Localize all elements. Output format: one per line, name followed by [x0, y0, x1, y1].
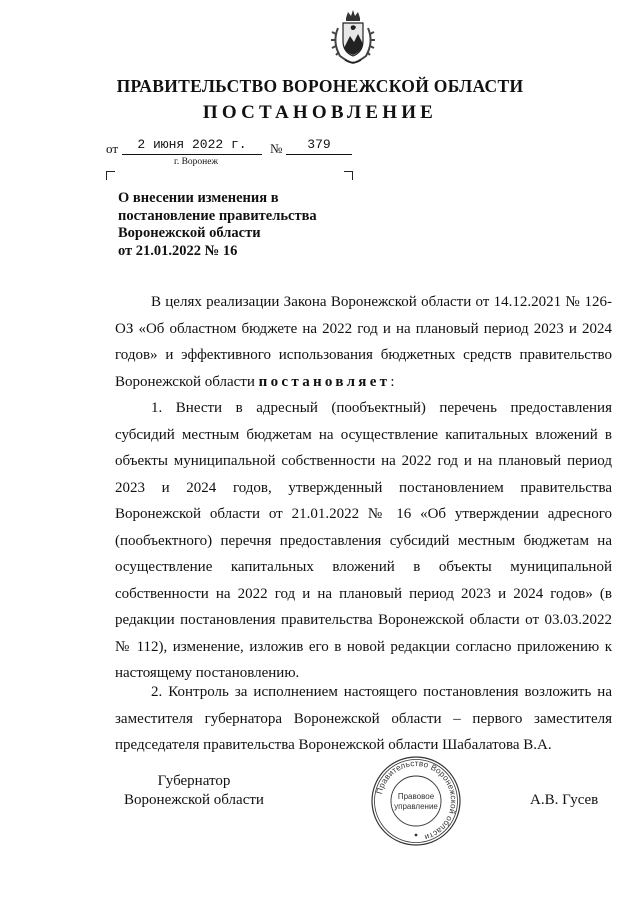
subject-line: постановление правительства — [118, 207, 317, 224]
city-label: г. Воронеж — [174, 157, 219, 167]
number-prefix: № — [270, 141, 283, 156]
position-line: Воронежской области — [124, 792, 264, 808]
item-1-paragraph — [115, 395, 612, 687]
resolves-verb: постановляет — [258, 373, 391, 390]
item-2-text: 2. Контроль за исполнением настоящего постановления возложить на заместителя губернатора Воронежской области – первого заместителя председателя правительства Воронежской области Шабалатова В.А. — [115, 684, 612, 753]
corner-mark-right — [344, 171, 353, 180]
position-line: Губернатор — [157, 773, 231, 789]
intro-paragraph — [115, 289, 612, 395]
item-1-text: 1. Внести в адресный (пообъектный) перечень предоставления субсидий местным бюджетам на осуществление капитальных вложений в объекты муниципальной собственности на 2022 год и на плановый период 2023 и 2024 годов, утвержденный постановлением правительства Воронежской области от 21.01.2022 № 16 «Об утверждении адресного (пообъектного) перечня предоставления субсидий местным бюджетам на осуществление капитальных вложений в объекты муниципальной собственности на 2022 год и на плановый период 2023 и 2024 годов» (в редакции постановления правительства Воронежской области от 03.03.2022 № 112), изменение, изложив его в новой редакции согласно приложению к настоящему постановлению. — [115, 400, 612, 681]
subject-block — [118, 190, 368, 260]
stamp-ring-text: Правительство Воронежской области — [374, 758, 459, 842]
legal-department-stamp — [370, 755, 462, 847]
signatory-position — [114, 772, 274, 810]
coat-of-arms-emblem — [328, 8, 378, 66]
document-date: 2 июня 2022 г. — [122, 137, 262, 155]
corner-mark-left — [106, 171, 115, 180]
stamp-center-line: управление — [394, 802, 438, 811]
intro-text: В целях реализации Закона Воронежской области от 14.12.2021 № 126-ОЗ «Об областном бюджете на 2022 год и на плановый период 2023 и 2024 годов» и эффективного использования бюджетных средств правительство Воронежской области — [115, 294, 612, 390]
government-name: ПРАВИТЕЛЬСТВО ВОРОНЕЖСКОЙ ОБЛАСТИ — [116, 76, 524, 96]
subject-line: от 21.01.2022 № 16 — [118, 242, 238, 259]
document-type-title: ПОСТАНОВЛЕНИЕ — [202, 102, 438, 123]
date-prefix: от — [106, 141, 119, 156]
document-number: 379 — [286, 137, 352, 155]
intro-end: : — [390, 373, 395, 390]
subject-line: Воронежской области — [118, 225, 261, 241]
subject-line: О внесении изменения в — [118, 190, 279, 206]
signatory-name: А.В. Гусев — [530, 792, 599, 808]
stamp-center-line: Правовое — [397, 792, 435, 801]
item-2-paragraph — [115, 679, 612, 759]
